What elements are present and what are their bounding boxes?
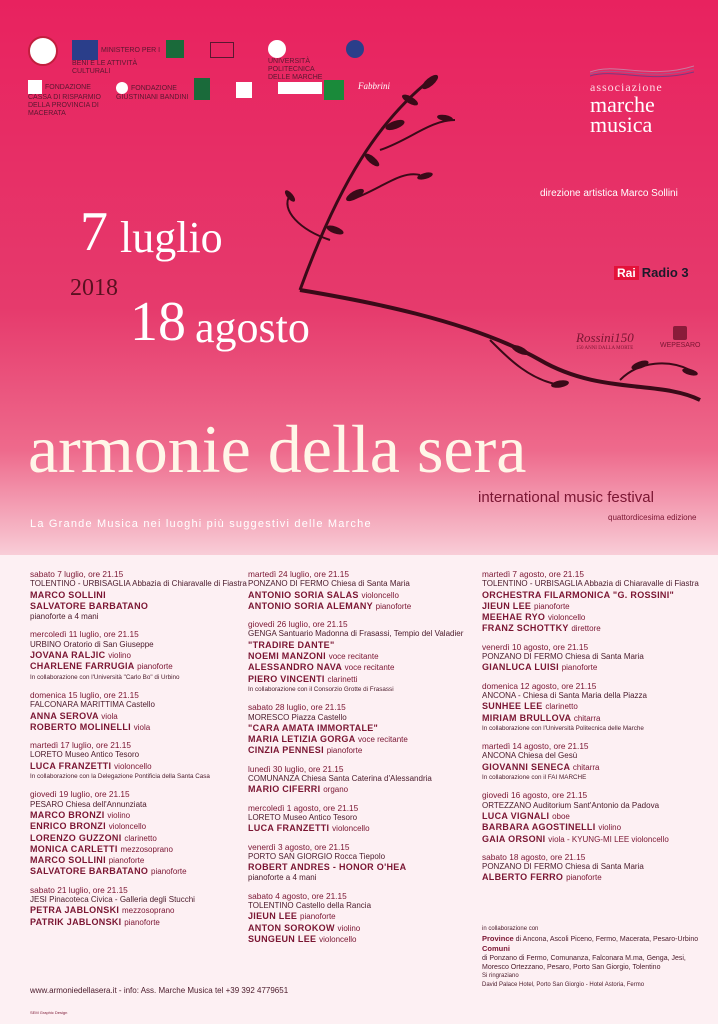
rossini150-logo: Rossini150 150 ANNI DALLA MORTE — [576, 330, 634, 351]
event-venue: LORETO Museo Antico Tesoro — [30, 750, 140, 760]
event-date: domenica 12 agosto, ore 21.15 — [482, 680, 597, 691]
program-column-2 — [248, 569, 473, 952]
wave-icon — [590, 62, 694, 78]
association-line2: marche — [590, 92, 655, 117]
event — [482, 569, 707, 635]
performer: MIRIAM BRULLOVA chitarra — [482, 712, 601, 723]
event — [248, 842, 473, 884]
event-venue: JESI Pinacoteca Civica - Galleria degli Stucchi — [30, 895, 195, 905]
performer: MARCO BRONZI violino — [30, 809, 131, 820]
event-venue: PONZANO DI FERMO Chiesa di Santa Maria — [482, 652, 644, 662]
event-venue: COMUNANZA Chiesa Santa Caterina d'Alessandria — [248, 774, 432, 784]
event-date: sabato 4 agosto, ore 21.15 — [248, 890, 347, 901]
performer: SALVATORE BARBATANO — [30, 600, 149, 611]
event — [482, 681, 707, 734]
performer: ANTONIO SORIA ALEMANY pianoforte — [248, 600, 412, 611]
end-day: 18 — [130, 291, 186, 353]
wepesaro-logo: WEPESARO — [660, 326, 700, 349]
event-venue: URBINO Oratorio di San Giuseppe — [30, 639, 154, 649]
event — [248, 619, 473, 695]
performer: GAIA ORSONI viola - KYUNG-MI LEE violoncello — [482, 833, 669, 844]
performer: JOVANA RALJIC violino — [30, 650, 131, 661]
event — [30, 740, 255, 782]
performer: MARCO SOLLINI pianoforte — [30, 855, 145, 866]
performer: "TRADIRE DANTE" — [248, 639, 335, 650]
performer: PETRA JABLONSKI mezzosoprano — [30, 905, 175, 916]
bandini-logo: FONDAZIONE GIUSTINIANI BANDINI — [116, 82, 196, 102]
performer: ALESSANDRO NAVA voce recitante — [248, 662, 395, 673]
collaboration-block: in collaborazione con Province di Ancona, Ascoli Piceno, Fermo, Macerata, Pesaro-Urbino Comuni di Ponzano di Fermo, Comunanza, Falconara M.ma, Genga, Jesi, Moresco Ortezzano, Pesaro, Porto San Giorgio, Tolentino Si ringraziano David Palace Hotel, Porto San Giorgio - Hotel Astoria, Fermo — [482, 926, 699, 988]
event-venue: ORTEZZANO Auditorium Sant'Antonio da Padova — [482, 800, 660, 810]
performer: ORCHESTRA FILARMONICA "G. ROSSINI" — [482, 589, 675, 600]
event-note: In collaborazione con l'Università Politecnica delle Marche — [482, 724, 644, 732]
regione-logo — [28, 36, 61, 66]
event-date: lunedì 30 luglio, ore 21.15 — [248, 763, 344, 774]
performer: LUCA FRANZETTI violoncello — [248, 823, 370, 834]
performer: CHARLENE FARRUGIA pianoforte — [30, 661, 173, 672]
comune-logo — [166, 40, 187, 58]
event-date: martedì 17 luglio, ore 21.15 — [30, 740, 132, 751]
event-date: martedì 24 luglio, ore 21.15 — [248, 569, 350, 579]
event — [248, 702, 473, 756]
association-line1: associazione — [590, 80, 663, 94]
performer: ANTON SOROKOW violino — [248, 922, 361, 933]
performer: JIEUN LEE pianoforte — [482, 600, 570, 611]
performer: FRANZ SCHOTTKY direttore — [482, 623, 601, 634]
performer: SALVATORE BARBATANO pianoforte — [30, 866, 187, 877]
event — [482, 852, 707, 884]
event — [30, 789, 255, 877]
performer: PATRIK JABLONSKI pianoforte — [30, 916, 160, 927]
event-venue: TOLENTINO - URBISAGLIA Abbazia di Chiaravalle di Fiastra — [30, 579, 247, 589]
performer: MEEHAE RYO violoncello — [482, 612, 586, 623]
performer: LUCA FRANZETTI violoncello — [30, 760, 152, 771]
event — [248, 569, 473, 612]
rai-radio3-logo: Rai Radio 3 — [614, 265, 689, 280]
performer: MARCO SOLLINI — [30, 589, 106, 600]
event-venue: TOLENTINO Castello della Rancia — [248, 901, 372, 911]
performer: MARIO CIFERRI organo — [248, 784, 349, 795]
event-date: sabato 18 agosto, ore 21.15 — [482, 851, 586, 862]
event — [248, 891, 473, 945]
design-credit: SEM Graphic Design — [30, 1010, 68, 1015]
year: 2018 — [70, 275, 118, 301]
presidenza-text — [278, 82, 328, 94]
association-line3: musica — [590, 112, 653, 137]
presidenza-logo — [236, 82, 276, 98]
footer-contact: www.armoniedellasera.it - info: Ass. Marche Musica tel +39 392 4779651 — [30, 986, 289, 995]
event-venue: TOLENTINO - URBISAGLIA Abbazia di Chiaravalle di Fiastra — [482, 579, 699, 589]
event-note: In collaborazione con la Delegazione Pontificia della Santa Casa — [30, 773, 210, 781]
event-date: giovedì 16 agosto, ore 21.15 — [482, 790, 588, 801]
performer: ANNA SEROVA viola — [30, 710, 118, 721]
event-note: In collaborazione con il FAI MARCHE — [482, 774, 587, 782]
edition: quattordicesima edizione — [608, 513, 697, 522]
performer: SUNGEUN LEE violoncello — [248, 933, 357, 944]
performer: ENRICO BRONZI violoncello — [30, 821, 147, 832]
performer: SUNHEE LEE clarinetto — [482, 701, 578, 712]
fondazione-logo: FONDAZIONE CASSA DI RISPARMIO DELLA PROVINCIA DI MACERATA — [28, 80, 112, 118]
event-date: sabato 28 luglio, ore 21.15 — [248, 702, 346, 713]
event-date: mercoledì 11 luglio, ore 21.15 — [30, 629, 139, 640]
performer: GIOVANNI SENECA chitarra — [482, 761, 600, 772]
fabbrini-logo: Fabbrini — [358, 81, 391, 91]
end-month: agosto — [195, 303, 310, 352]
performer: ANTONIO SORIA SALAS violoncello — [248, 589, 399, 600]
performer: ALBERTO FERRO pianoforte — [482, 872, 602, 883]
event-date: venerdì 3 agosto, ore 21.15 — [248, 841, 350, 852]
program-column-3 — [482, 569, 707, 891]
event-date: sabato 7 luglio, ore 21.15 — [30, 569, 124, 579]
performer: ROBERTO MOLINELLI viola — [30, 721, 151, 732]
performer: "CARA AMATA IMMORTALE" — [248, 722, 379, 733]
event — [248, 764, 473, 796]
performer: MARIA LETIZIA GORGA voce recitante — [248, 734, 408, 745]
performer: JIEUN LEE pianoforte — [248, 911, 336, 922]
cidim-logo — [324, 80, 347, 100]
fai-logo — [194, 78, 234, 100]
performer: LORENZO GUZZONI clarinetto — [30, 832, 157, 843]
event-date: giovedì 19 luglio, ore 21.15 — [30, 789, 130, 800]
wepesaro-icon — [673, 326, 687, 340]
event-venue: PESARO Chiesa dell'Annunziata — [30, 799, 147, 809]
event-venue: ANCONA - Chiesa di Santa Maria della Piazza — [482, 690, 647, 700]
performer: ROBERT ANDRES - HONOR O'HEA — [248, 862, 407, 873]
event — [30, 629, 255, 682]
camera-logo — [210, 42, 270, 58]
festival-title: armonie della sera — [28, 411, 527, 487]
start-day: 7 — [80, 201, 108, 263]
event-extra: pianoforte a 4 mani — [248, 873, 317, 883]
event-venue: ANCONA Chiesa del Gesù — [482, 751, 578, 761]
performer: NOEMI MANZONI voce recitante — [248, 651, 379, 662]
event-venue: GENGA Santuario Madonna di Frasassi, Tempio del Valadier — [248, 629, 464, 639]
start-month: luglio — [120, 213, 223, 262]
event-date: domenica 15 luglio, ore 21.15 — [30, 689, 139, 700]
mibac-logo: MINISTERO PER I BENI E LE ATTIVITÀ CULTURALI — [72, 40, 162, 76]
event-date: mercoledì 1 agosto, ore 21.15 — [248, 802, 359, 813]
performer: MONICA CARLETTI mezzosoprano — [30, 843, 173, 854]
event — [482, 741, 707, 783]
event — [482, 642, 707, 674]
event-extra: pianoforte a 4 mani — [30, 612, 99, 622]
event-date: martedì 14 agosto, ore 21.15 — [482, 741, 589, 752]
event-date: venerdì 10 agosto, ore 21.15 — [482, 641, 589, 652]
event-venue: FALCONARA MARITTIMA Castello — [30, 700, 155, 710]
association-logo — [590, 62, 694, 135]
performer: BARBARA AGOSTINELLI violino — [482, 822, 622, 833]
event — [30, 569, 255, 622]
performer: LUCA VIGNALI oboe — [482, 810, 570, 821]
artistic-direction: direzione artistica Marco Sollini — [540, 188, 678, 199]
event-venue: PONZANO DI FERMO Chiesa di Santa Maria — [248, 579, 410, 589]
program-column-1 — [30, 569, 255, 935]
event-venue: PORTO SAN GIORGIO Rocca Tiepolo — [248, 851, 386, 861]
event-date: sabato 21 luglio, ore 21.15 — [30, 884, 128, 895]
tagline: La Grande Musica nei luoghi più suggestivi delle Marche — [30, 518, 372, 530]
event-note: In collaborazione con l'Università "Carlo Bo" di Urbino — [30, 673, 180, 681]
event-note: In collaborazione con il Consorzio Grotte di Frasassi — [248, 685, 394, 693]
performer: CINZIA PENNESI pianoforte — [248, 745, 363, 756]
event — [30, 885, 255, 928]
festival-subtitle: international music festival — [478, 489, 654, 506]
event-venue: MORESCO Piazza Castello — [248, 712, 347, 722]
univpm-logo: UNIVERSITÀ POLITECNICA DELLE MARCHE — [268, 40, 328, 82]
event-venue: LORETO Museo Antico Tesoro — [248, 812, 358, 822]
event-date: giovedì 26 luglio, ore 21.15 — [248, 619, 348, 630]
event — [30, 690, 255, 733]
event-venue: PONZANO DI FERMO Chiesa di Santa Maria — [482, 862, 644, 872]
event — [248, 803, 473, 835]
event — [482, 790, 707, 844]
performer: PIERO VINCENTI clarinetti — [248, 673, 358, 684]
uniurb-logo — [346, 40, 416, 58]
event-date: martedì 7 agosto, ore 21.15 — [482, 569, 584, 579]
performer: GIANLUCA LUISI pianoforte — [482, 662, 598, 673]
